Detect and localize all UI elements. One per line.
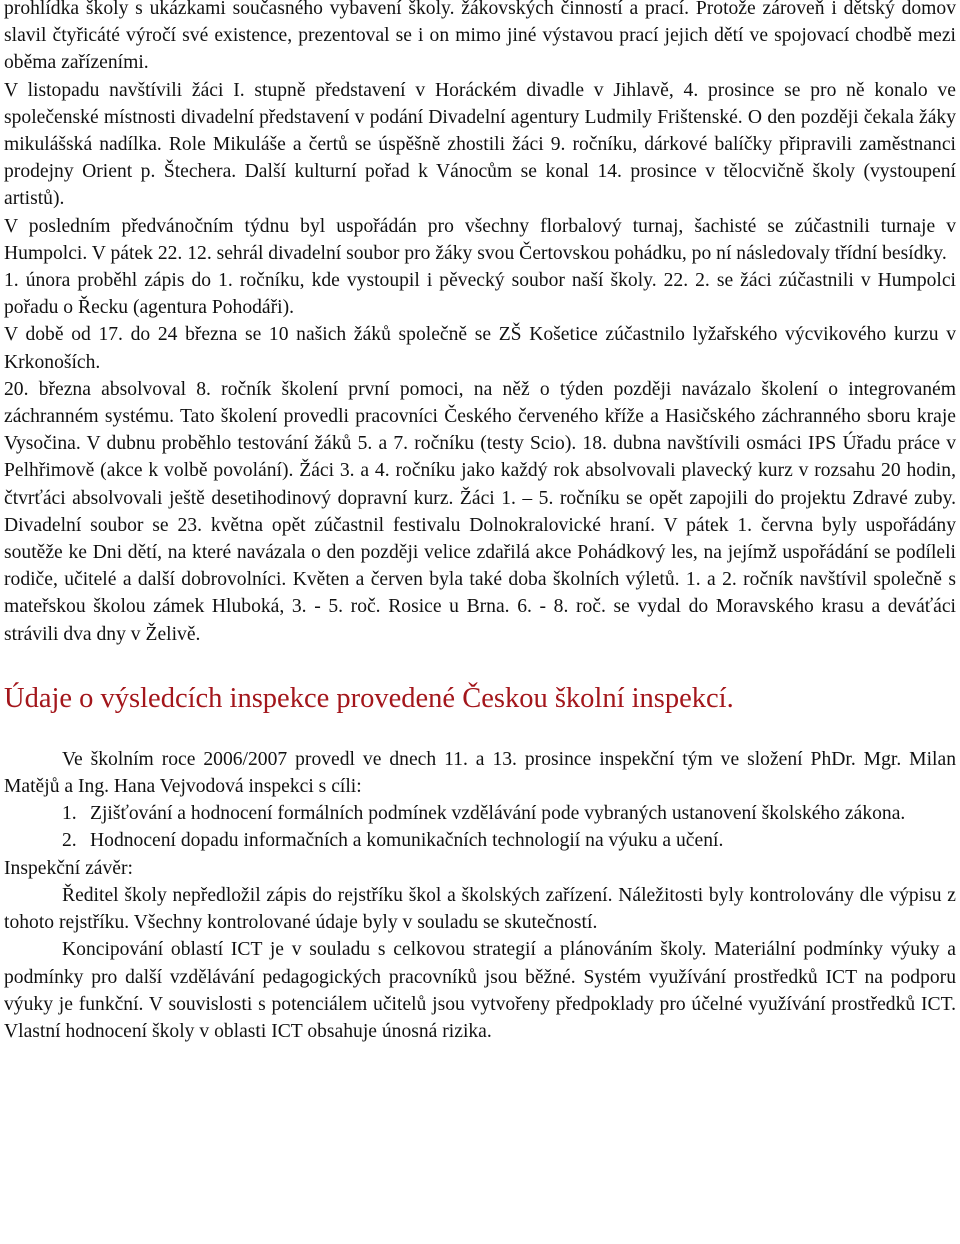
conclusion-label: Inspekční závěr: bbox=[4, 857, 133, 879]
list-item-text: Hodnocení dopadu informačních a komunikačních technologií na výuku a učení. bbox=[90, 830, 724, 852]
paragraph-open-day: prohlídka školy s ukázkami současného vybavení školy. žákovských činností a prací. Protože zároveň i dětský domov slavil čtyřicáté výročí své existence, prezentoval se i on mimo jiné výstavou prací jejich dětí ve spojovací chodbě mezi oběma zařízeními. bbox=[4, 0, 956, 74]
inspection-intro: Ve školním roce 2006/2007 provedl ve dnech 11. a 13. prosince inspekční tým ve složení PhDr. Mgr. Milan Matějů a Ing. Hana Vejvodová inspekci s cíli: bbox=[4, 748, 956, 798]
list-item-number: 2. bbox=[62, 830, 77, 852]
paragraph-christmas-week: V posledním předvánočním týdnu byl uspořádán pro všechny florbalový turnaj, šachisté se zúčastnili turnaje v Humpolci. V pátek 22. 12. sehrál divadelní soubor pro žáky svou Čertovskou pohádku, po ní následovaly třídní besídky. bbox=[4, 215, 956, 264]
paragraph-february: 1. února proběhl zápis do 1. ročníku, kde vystoupil i pěvecký soubor naší školy. 22. 2. se žáci zúčastnili v Humpolci pořadu o Řecku (agentura Pohodáři). bbox=[4, 270, 956, 319]
paragraph-november-december: V listopadu navštívili žáci I. stupně představení v Horáckém divadle v Jihlavě, 4. prosince se pro ně konalo ve společenské místnosti divadelní představení v podání Divadelní agentury Ludmily Frištenské. O den později čekala žáky mikulášská nadílka. Role Mikuláše a čertů se úspěšně zhostili žáci 9. ročníku, dárkové balíčky připravili zaměstnanci prodejny Orient p. Štechera. Další kulturní pořad k Vánocům se konal 14. prosince v tělocvičně školy (vystoupení artistů). bbox=[4, 79, 956, 210]
list-item-text: Zjišťování a hodnocení formálních podmínek vzdělávání pode vybraných ustanovení školského zákona. bbox=[90, 803, 906, 825]
list-item bbox=[4, 800, 956, 827]
section-heading: Údaje o výsledcích inspekce provedené Českou školní inspekcí. bbox=[4, 682, 734, 714]
conclusion-paragraph-ict: Koncipování oblastí ICT je v souladu s celkovou strategií a plánováním školy. Materiální podmínky výuky a podmínky pro další vzdělávání pedagogických pracovníků jsou běžné. Systém využívání prostředků ICT na podporu výuky je funkční. V souvislosti s potenciálem učitelů jsou vytvořeny předpoklady pro účelné využívání prostředků ICT. Vlastní hodnocení školy v oblasti ICT obsahuje únosná rizika. bbox=[4, 939, 956, 1042]
paragraph-spring-events: 20. března absolvoval 8. ročník školení první pomoci, na něž o týden později navázalo školení o integrovaném záchranném systému. Tato školení provedli pracovníci Českého červeného kříže a Hasičského záchranného sboru kraje Vysočina. V dubnu proběhlo testování žáků 5. a 7. ročníku (testy Scio). 18. dubna navštívili osmáci IPS Úřadu práce v Pelhřimově (akce k volbě povolání). Žáci 3. a 4. ročníku jako každý rok absolvovali plavecký kurz v rozsahu 20 hodin, čtvrťáci absolvovali ještě desetihodinový dopravní kurz. Žáci 1. – 5. ročníku se opět zapojili do projektu Zdravé zuby. Divadelní soubor se 23. května opět zúčastnil festivalu Dolnokralovické hraní. V pátek 1. června byly uspořádány soutěže ke Dni dětí, na které navázala o den později velice zdařilá akce Pohádkový les, na jejímž uspořádání se podíleli rodiče, učitelé a další dobrovolníci. Květen a červen byla také doba školních výletů. 1. a 2. ročník navštívil společně s mateřskou školou zámek Hluboká, 3. - 5. roč. Rosice u Brna. 6. - 8. roč. se vydal do Moravského krasu a deváťáci strávili dva dny v Želivě. bbox=[4, 378, 956, 645]
conclusion-paragraph-register: Ředitel školy nepředložil zápis do rejstříku škol a školských zařízení. Náležitosti byly kontrolovány dle výpisu z tohoto rejstříku. Všechny kontrolované údaje byly v souladu se skutečností. bbox=[4, 884, 956, 934]
paragraph-ski-course: V době od 17. do 24 března se 10 našich žáků společně se ZŠ Košetice zúčastnilo lyžařského výcvikového kurzu v Krkonoších. bbox=[4, 324, 956, 373]
list-item-number: 1. bbox=[62, 803, 77, 825]
list-item bbox=[4, 827, 956, 854]
inspection-goals-list bbox=[4, 800, 956, 854]
